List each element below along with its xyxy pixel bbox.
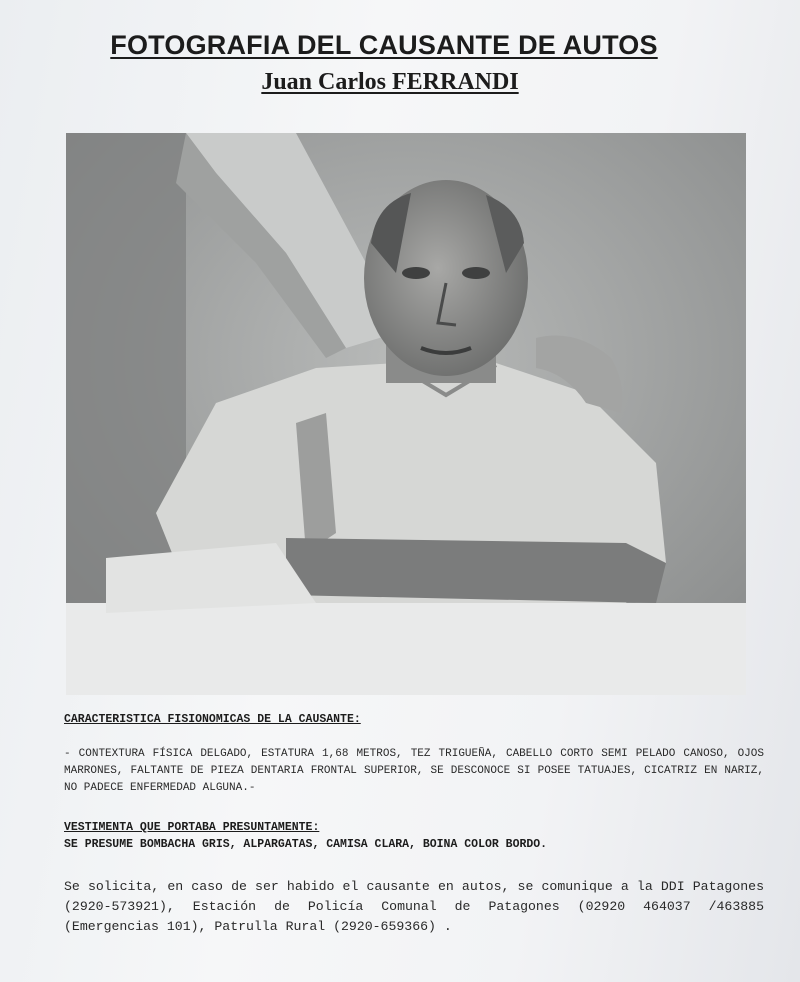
features-text: - CONTEXTURA FÍSICA DELGADO, ESTATURA 1,68 METROS, TEZ TRIGUEÑA, CABELLO CORTO SEMI PELADO CANOSO, OJOS MARRONES, FALTANTE DE PIEZA DENTARIA FRONTAL SUPERIOR, SE DESCONOCE SI POSEE TATUAJES, CICATRIZ EN NARIZ, NO PADECE ENFERMEDAD ALGUNA.- — [64, 748, 764, 794]
features-heading: CARACTERISTICA FISIONOMICAS DE LA CAUSANTE: — [64, 713, 361, 726]
clothing-text: SE PRESUME BOMBACHA GRIS, ALPARGATAS, CAMISA CLARA, BOINA COLOR BORDO. — [64, 838, 548, 851]
portrait-photo — [66, 133, 746, 695]
portrait-photo-icon — [66, 133, 746, 695]
person-name: Juan Carlos FERRANDI — [261, 69, 519, 95]
page-title: FOTOGRAFIA DEL CAUSANTE DE AUTOS — [110, 30, 658, 60]
contact-text: Se solicita, en caso de ser habido el causante en autos, se comunique a la DDI Patagones (2920-573921), Estación de Policía Comunal de Patagones (02920 464037 /463885 (Emergencias 101), Patrulla Rural (2920-659366) . — [64, 879, 764, 934]
clothing-heading: VESTIMENTA QUE PORTABA PRESUNTAMENTE: — [64, 821, 320, 834]
